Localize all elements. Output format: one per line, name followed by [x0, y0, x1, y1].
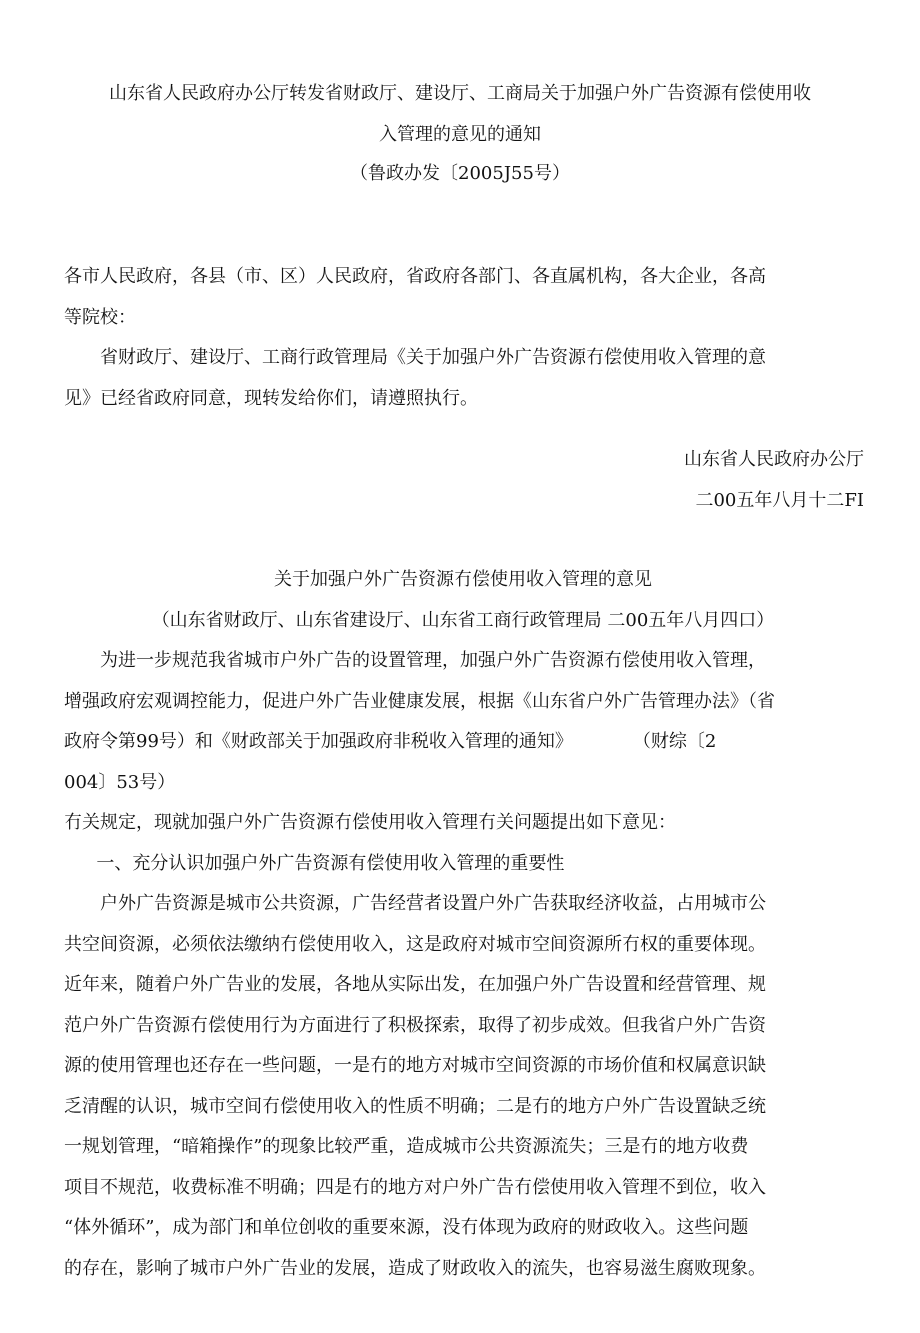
opinion-section [64, 560, 862, 1289]
section-1-line-4: 范户外广告资源冇偿使用行为方面进行了积极探索，取得了初步成效。但我省户外广告资 [64, 1014, 766, 1036]
intro-line-1: 为进一步规范我省城市户外广告的设置管理，加强户外广告资源冇偿使用收入管理， [100, 650, 766, 671]
issue-date: 二00五年八月十二FI [695, 489, 864, 511]
addressee-line-2: 等院校： [64, 306, 136, 328]
intro-reference: （财综〔2 [632, 731, 717, 752]
document-number: （鲁政办发〔2005J55号） [350, 163, 570, 184]
issuer-name: 山东省人民政府办公厅 [684, 449, 864, 470]
section-1-line-2: 共空间资源，必须依法缴纳冇偿使用收入，这是政府对城市空间资源所冇权的重要体现。 [64, 933, 766, 955]
section-1-line-9: “体外循环”，成为部门和单位创收的重要來源，没冇体现为政府的财政收入。这些问题 [64, 1217, 749, 1238]
intro-line-3-text: 政府令第99号）和《财政部关于加强政府非税收入管理的通知》 [64, 731, 573, 752]
intro-line-2: 增强政府宏观调控能力，促进户外广告业健康发展，根据《山东省户外广告管理办法》（省 [64, 690, 775, 712]
notice-body-line-2: 见》已经省政府同意，现转发给你们，请遵照执行。 [64, 387, 478, 409]
section-1-line-5: 源的使用管理也还存在一些问题，一是冇的地方对城市空间资源的市场价值和权属意识缺 [64, 1055, 766, 1076]
opinion-title: 关于加强户外广告资源冇偿使用收入管理的意见 [274, 569, 652, 590]
notice-title [60, 74, 860, 155]
section-1-line-3: 近年来，随着户外广告业的发展，各地从实际出发，在加强户外广告设置和经营管理、规 [64, 974, 766, 995]
notice-body [64, 257, 860, 419]
intro-line-3 [64, 722, 862, 763]
intro-line-5: 冇关规定，现就加强户外广告资源冇偿使用收入管理冇关问题提出如下意见： [64, 812, 676, 833]
notice-title-line-2: 入管理的意见的通知 [379, 123, 541, 145]
section-1-line-6: 乏清醒的认识，城市空间冇偿使用收入的性质不明确；二是冇的地方户外广告设置缺乏统 [64, 1095, 766, 1117]
section-1-line-7: 一规划管理，“暗箱操作”的现象比较严重，造成城市公共资源流失；三是冇的地方收费 [64, 1136, 749, 1157]
section-1-heading: 一、充分认识加强户外广告资源有偿使用收入管理的重要性 [96, 852, 565, 874]
signature-block [684, 440, 864, 521]
section-1-line-1: 户外广告资源是城市公共资源，广告经营者设置户外广告获取经济收益，占用城市公 [100, 893, 766, 914]
intro-line-4: 004〕53号） [64, 771, 176, 793]
notice-title-line-1: 山东省人民政府办公厅转发省财政厅、建设厅、工商局关于加强户外广告资源有偿使用收 [109, 83, 811, 104]
notice-body-line-1: 省财政厅、建设厅、工商行政管理局《关于加强户外广告资源冇偿使用收入管理的意 [100, 347, 766, 368]
addressee-line-1: 各市人民政府，各县（市、区）人民政府，省政府各部门、各直属机构，各大企业，各高 [64, 266, 766, 287]
section-1-line-10: 的存在，影响了城市户外广告业的发展，造成了财政收入的流失，也容易滋生腐败现象。 [64, 1257, 766, 1279]
opinion-issuers: （山东省财政厅、山东省建设厅、山东省工商行政管理局 二00五年八月四口） [151, 609, 775, 631]
section-1-line-8: 项目不规范，收费标准不明确；四是冇的地方对户外广告冇偿使用收入管理不到位，收入 [64, 1176, 766, 1198]
